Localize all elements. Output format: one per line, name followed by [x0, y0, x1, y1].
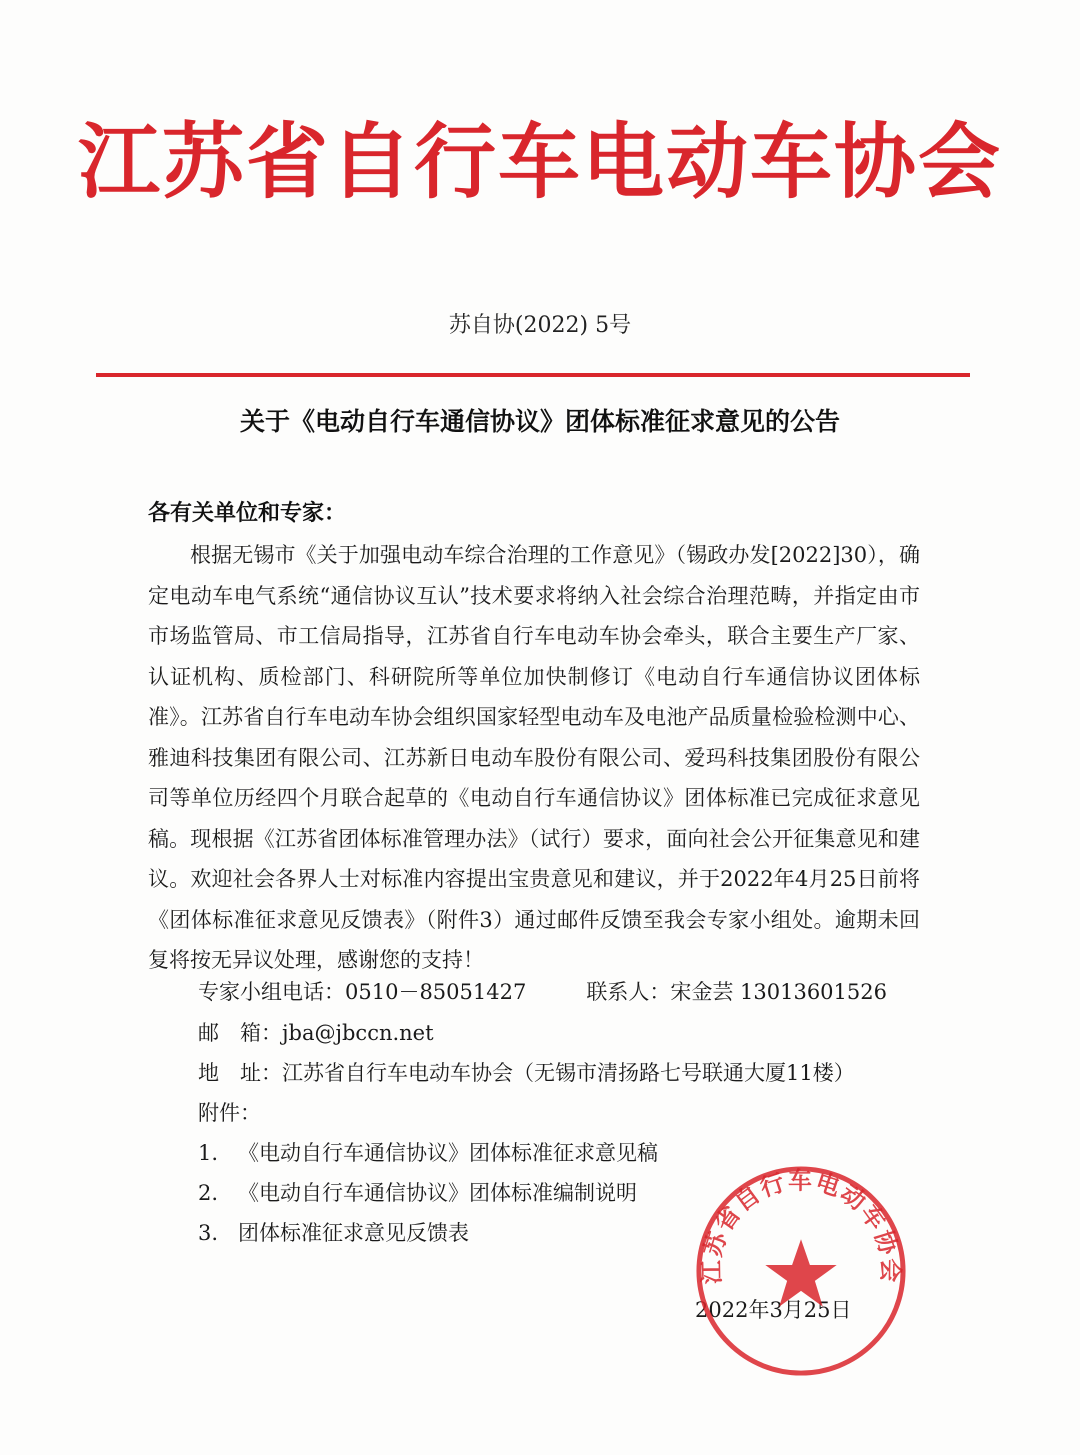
address-label: 地 址： — [198, 1061, 282, 1085]
phone-value: 0510－85051427 — [345, 980, 527, 1004]
issue-date: 2022年3月25日 — [695, 1298, 852, 1322]
star-icon — [765, 1239, 836, 1306]
notice-title: 关于《电动自行车通信协议》团体标准征求意见的公告 — [239, 407, 840, 436]
email-label: 邮 箱： — [198, 1021, 282, 1045]
org-title: 江苏省自行车电动车协会 — [77, 115, 1002, 210]
document-number: 苏自协(2022) 5号 — [448, 313, 632, 338]
attachment-title: 团体标准征求意见反馈表 — [238, 1221, 469, 1245]
attachment-item — [198, 1137, 658, 1167]
attachment-number: 2. — [198, 1181, 219, 1205]
address-value: 江苏省自行车电动车协会（无锡市清扬路七号联通大厦11楼） — [282, 1061, 855, 1085]
red-divider — [96, 373, 970, 377]
notice-body: 根据无锡市《关于加强电动车综合治理的工作意见》（锡政办发[2022]30），确定电动车电气系统“通信协议互认”技术要求将纳入社会综合治理范畴，并指定由市市场监管局、市工信局指导，江苏省自行车电动车协会牵头，联合主要生产厂家、认证机构、质检部门、科研院所等单位加快制修订《电动自行车通信协议团体标准》。江苏省自行车电动车协会组织国家轻型电动车及电池产品质量检验检测中心、雅迪科技集团有限公司、江苏新日电动车股份有限公司、爱玛科技集团股份有限公司等单位历经四个月联合起草的《电动自行车通信协议》团体标准已完成征求意见稿。现根据《江苏省团体标准管理办法》（试行）要求，面向社会公开征集意见和建议。欢迎社会各界人士对标准内容提出宝贵意见和建议，并于2022年4月25日前将《团体标准征求意见反馈表》（附件3）通过邮件反馈至我会专家小组处。逾期未回复将按无异议处理，感谢您的支持！ — [148, 543, 920, 972]
attachment-title: 《电动自行车通信协议》团体标准编制说明 — [238, 1181, 637, 1205]
contact-person-value: 宋金芸 13013601526 — [670, 980, 887, 1004]
attachment-number: 3. — [198, 1221, 219, 1245]
contact-email-line — [198, 1017, 434, 1047]
attachment-number: 1. — [198, 1141, 219, 1165]
contact-address-line — [198, 1057, 855, 1087]
phone-label: 专家小组电话： — [198, 980, 345, 1004]
attachment-item — [198, 1217, 469, 1247]
official-seal — [692, 1162, 910, 1380]
attachment-item — [198, 1177, 637, 1207]
email-value: jba@jbccn.net — [282, 1021, 434, 1045]
attachments-heading: 附件： — [198, 1101, 261, 1125]
contact-phone-line — [198, 976, 887, 1006]
salutation: 各有关单位和专家： — [148, 501, 347, 526]
attachment-title: 《电动自行车通信协议》团体标准征求意见稿 — [238, 1141, 658, 1165]
contact-person-label: 联系人： — [586, 980, 671, 1004]
seal-text: 江苏省自行车电动车协会 — [697, 1166, 905, 1285]
